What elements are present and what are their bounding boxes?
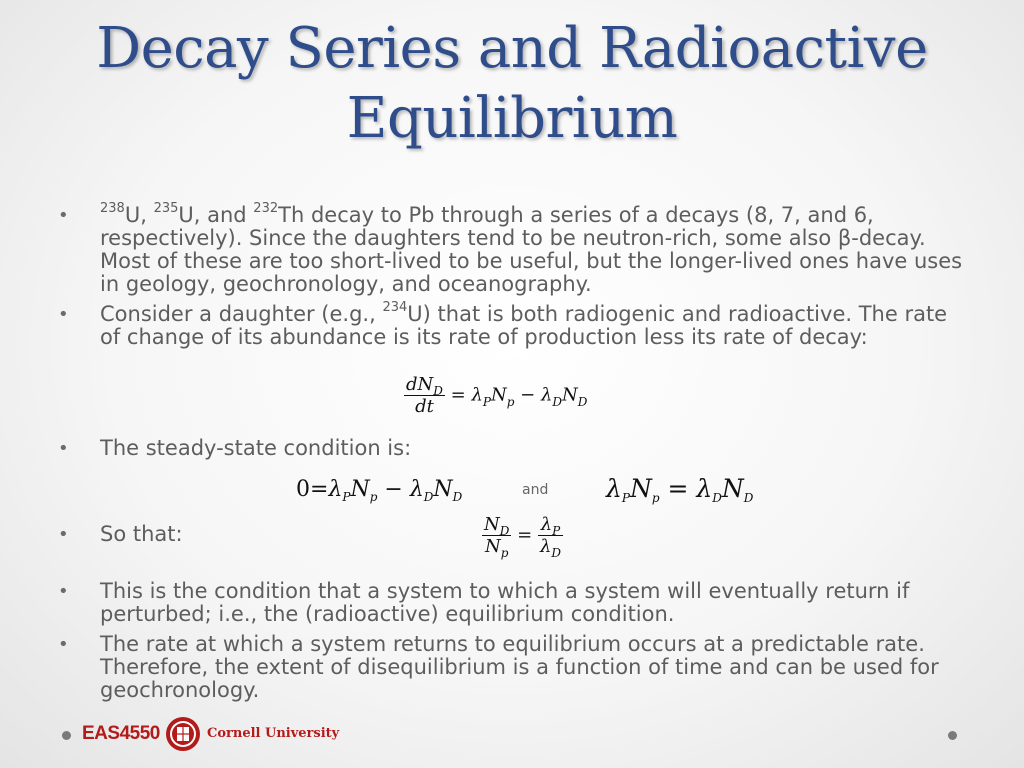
footer-dot-left xyxy=(62,731,71,740)
derivative-fraction: $\frac{dN_D}{dt}$ xyxy=(406,374,443,417)
bullet-text: U) that is both radiogenic and radioactive. The rate of change of its abundance is its rate of production less its rate of decay: xyxy=(100,302,948,349)
footer-dot-right xyxy=(948,731,957,740)
bullet-text: Th decay to Pb through a series of a decays (8, 7, and 6, respectively). Since the daughters tend to be neutron-rich, some also β-decay. Most of these are too short-lived to be useful, but the longer-lived ones have uses in geology, geochronology, and oceanography. xyxy=(100,203,963,296)
isotope-mass: 234 xyxy=(382,300,408,315)
bullet-text: The rate at which a system returns to equilibrium occurs at a predictable rate. Therefore, the extent of disequilibrium is a function of time and can be used for geochronology. xyxy=(100,632,939,702)
bullet-text: The steady-state condition is: xyxy=(100,436,412,460)
rate-equation: $\frac{dN_D}{dt}$ = $\lambda_PN_p - \lambda_DN_D$ xyxy=(406,374,588,417)
bullet-text: U, and xyxy=(178,203,254,227)
bullet-equilibrium-condition xyxy=(58,579,970,626)
bullet-marker: • xyxy=(58,634,69,655)
cornell-seal-icon xyxy=(165,716,201,752)
bullet-daughter xyxy=(58,300,970,349)
bullet-text: U, xyxy=(124,203,154,227)
equilibrium-equation: $\lambda_PN_p = \lambda_DN_D$ xyxy=(606,474,754,505)
bullet-marker: • xyxy=(58,524,69,545)
slide-title: Decay Series and Radioactive Equilibrium xyxy=(96,16,928,151)
isotope-mass: 238 xyxy=(100,201,125,216)
bullet-steady-state xyxy=(58,436,970,460)
isotope-mass: 232 xyxy=(253,201,279,216)
slide-footer xyxy=(0,712,1024,762)
bullet-text: So that: xyxy=(100,522,183,546)
bullet-decay-series xyxy=(58,201,970,296)
bullet-text: This is the condition that a system to which a system will eventually return if perturbed; i.e., the (radioactive) equilibrium condition. xyxy=(100,579,910,626)
bullet-marker: • xyxy=(58,205,69,226)
bullet-marker: • xyxy=(58,438,69,459)
isotope-mass: 235 xyxy=(153,201,179,216)
equation-connector: and xyxy=(522,482,549,498)
steady-state-equation: $0=\lambda_PN_p - \lambda_DN_D$ xyxy=(296,477,463,504)
university-name: Cornell University xyxy=(207,726,340,741)
bullet-marker: • xyxy=(58,581,69,602)
decay-constant-ratio: $\frac{\lambda_P}{\lambda_D}$ xyxy=(539,514,561,560)
bullet-geochronology xyxy=(58,632,970,702)
ratio-equation: $\frac{N_D}{N_p}$ = $\frac{\lambda_P}{\lambda_D}$ xyxy=(484,514,561,560)
bullet-marker: • xyxy=(58,304,69,325)
course-code: EAS4550 xyxy=(82,723,160,744)
abundance-ratio: $\frac{N_D}{N_p}$ xyxy=(484,514,510,560)
bullet-text: Consider a daughter (e.g., xyxy=(100,302,383,326)
